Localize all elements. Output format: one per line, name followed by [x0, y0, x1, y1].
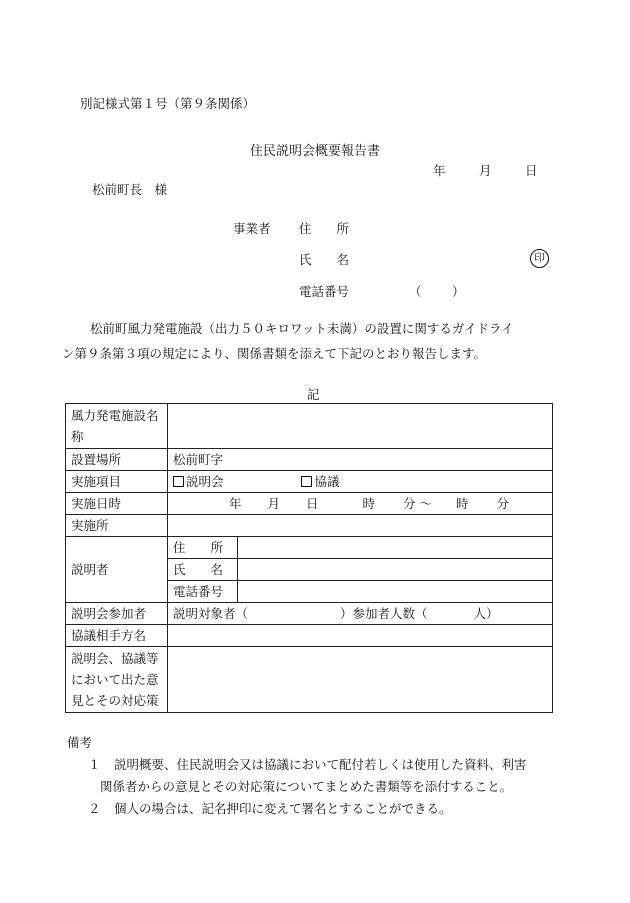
count-label: ）参加者人数（ [340, 606, 428, 621]
seal-mark: 印 [530, 249, 549, 268]
target-label: 説明対象者（ [173, 606, 249, 621]
dt-hour2: 時 [456, 496, 469, 511]
dt-minute2: 分 [496, 496, 510, 511]
date-day: 日 [525, 163, 538, 178]
venue-field[interactable] [168, 515, 553, 537]
applicant-role: 事業者 [233, 221, 271, 236]
remark-number: ２ [88, 801, 101, 816]
ki-heading: 記 [307, 387, 320, 402]
remark-item [72, 754, 562, 798]
participants-label: 説明会参加者 [66, 603, 168, 625]
briefing-label: 説明会 [186, 474, 224, 489]
body-paragraph [62, 316, 557, 366]
count-close: 人） [473, 606, 499, 621]
dt-minute: 分 [403, 496, 416, 511]
phone-paren-open: （ [409, 284, 422, 299]
remark-number: １ [88, 757, 101, 772]
remarks-heading: 備考 [67, 735, 93, 750]
remarks [67, 732, 562, 820]
applicant-address-label: 住 所 [299, 221, 350, 236]
briefing-checkbox[interactable] [173, 476, 184, 487]
page-title: 住民説明会概要報告書 [250, 144, 381, 159]
presenter-name-field[interactable] [238, 559, 553, 581]
body-line-2: ン第９条第３項の規定により、関係書類を添えて下記のとおり報告します。 [62, 346, 487, 361]
location-field[interactable] [168, 449, 553, 471]
presenter-address-label: 住 所 [168, 537, 238, 559]
participants-field[interactable] [168, 603, 553, 625]
facility-name-label: 風力発電施設名称 [66, 404, 168, 449]
items-label: 実施項目 [66, 471, 168, 493]
report-table [65, 403, 553, 713]
addressee: 松前町長 様 [92, 182, 168, 197]
presenter-address-field[interactable] [238, 537, 553, 559]
remark-item [72, 798, 562, 820]
remark-line: 関係者からの意見とその対応策についてまとめた書類等を添付すること。 [100, 779, 513, 794]
phone-paren-close: ） [452, 284, 465, 299]
presenter-name-label: 氏 名 [168, 559, 238, 581]
items-field [168, 471, 553, 493]
facility-name-field[interactable] [168, 404, 553, 449]
presenter-label: 説明者 [66, 537, 168, 603]
location-value: 松前町字 [173, 452, 224, 467]
venue-label: 実施所 [66, 515, 168, 537]
counterparty-label: 協議相手方名 [66, 625, 168, 647]
location-label: 設置場所 [66, 449, 168, 471]
applicant-phone-label: 電話番号 [299, 284, 350, 299]
applicant-name-label: 氏 名 [299, 252, 350, 267]
form-id: 別記様式第１号（第９条関係） [80, 96, 256, 111]
dt-month: 月 [267, 496, 281, 511]
date-year: 年 [433, 163, 446, 178]
dt-day: 日 [306, 496, 319, 511]
opinions-field[interactable] [168, 647, 553, 713]
dt-year: 年 [229, 496, 242, 511]
presenter-phone-label: 電話番号 [168, 581, 238, 603]
body-line-1: 松前町風力発電施設（出力５０キロワット未満）の設置に関するガイドライ [90, 321, 514, 336]
counterparty-field[interactable] [168, 625, 553, 647]
date-month: 月 [479, 163, 492, 178]
datetime-field[interactable] [168, 493, 553, 515]
opinions-label: 説明会、協議等において出た意見とその対応策 [66, 647, 168, 713]
dt-hour: 時 [362, 496, 376, 511]
consultation-label: 協議 [314, 474, 340, 489]
consultation-checkbox[interactable] [301, 476, 312, 487]
presenter-phone-field[interactable] [238, 581, 553, 603]
remark-line: 説明概要、住民説明会又は協議において配付若しくは使用した資料、利害 [114, 757, 527, 772]
remark-line: 個人の場合は、記名押印に変えて署名とすることができる。 [114, 801, 452, 816]
dt-tilde: ～ [419, 496, 433, 511]
datetime-label: 実施日時 [66, 493, 168, 515]
